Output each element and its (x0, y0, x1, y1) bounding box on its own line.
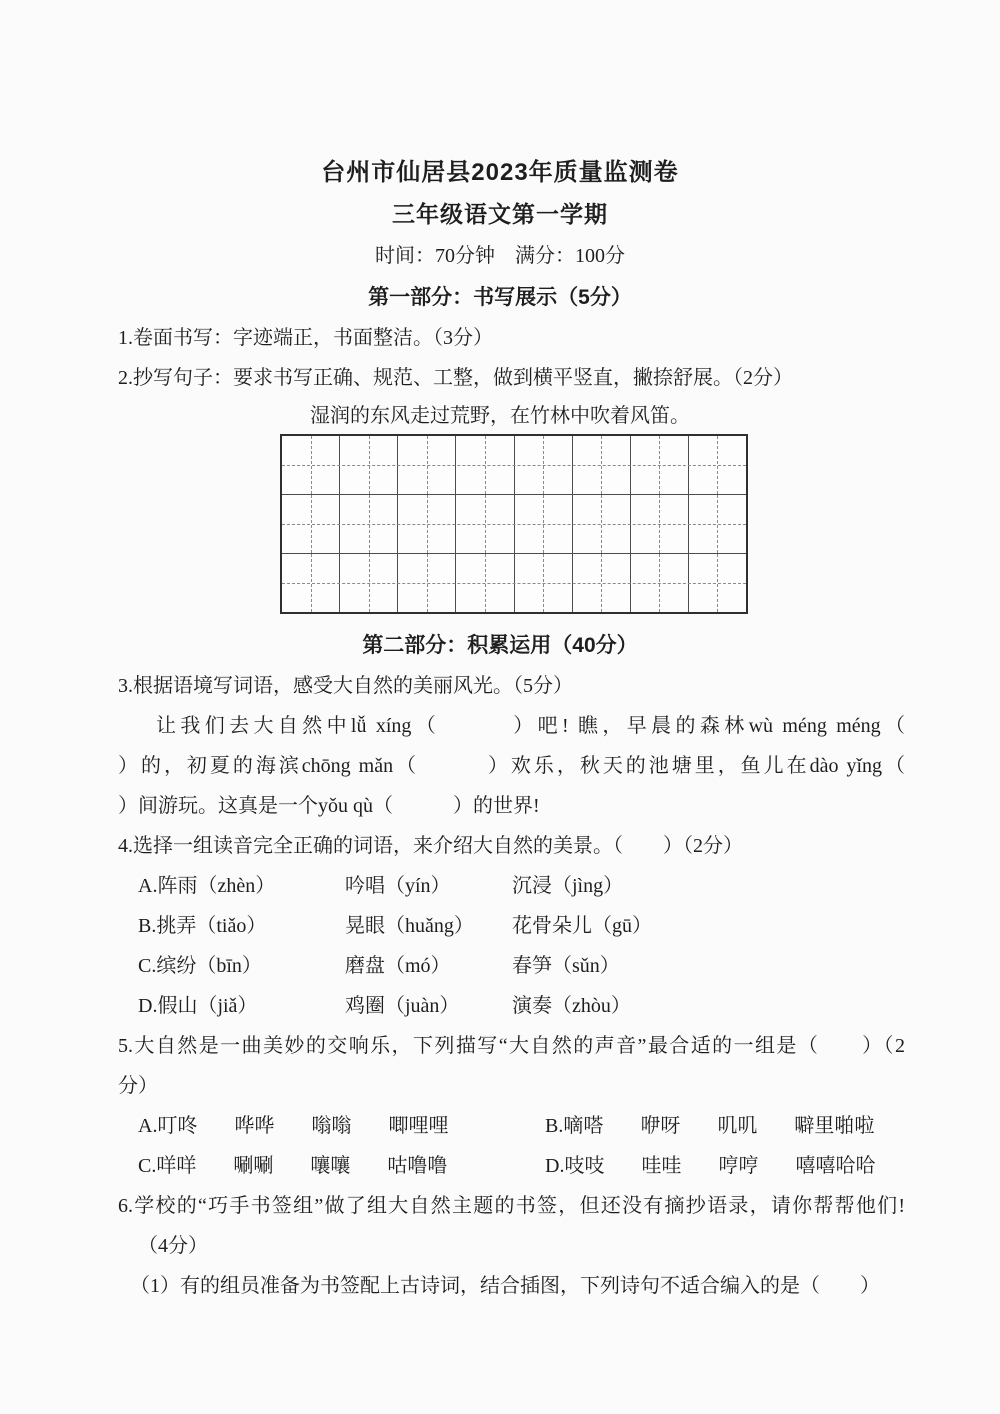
q5-d-word-1: D.吱吱 (545, 1155, 605, 1177)
q4-option-d-word-3: 演奏（zhòu） (512, 995, 631, 1017)
q4-option-a-word-3: 沉浸（jìng） (512, 875, 624, 897)
grid-cell (282, 436, 340, 494)
question-4-option-row-d (138, 986, 905, 1026)
grid-cell (573, 554, 631, 612)
exam-subtitle: 三年级语文第一学期 (392, 201, 608, 227)
q5-c-word-3: 嚷嚷 (310, 1155, 351, 1177)
copy-sentence: 湿润的东风走过荒野，在竹林中吹着风笛。 (310, 405, 690, 427)
question-3-line-1: 让我们去大自然中lǚ xíng（ ）吧! 瞧，早晨的森林wù méng méng（ (156, 715, 905, 737)
q4-option-c-word-1: C.缤纷（bīn） (138, 955, 262, 977)
q5-b-word-1: B.嘀嗒 (545, 1115, 604, 1137)
q5-c-word-4: 咕噜噜 (387, 1155, 448, 1177)
question-5-option-row-2 (138, 1146, 940, 1186)
grid-cell (689, 554, 746, 612)
q5-option-d-group (545, 1146, 940, 1186)
question-5-stem-line-1: 5.大自然是一曲美妙的交响乐，下列描写“大自然的声音”最合适的一组是（ ）（2 (118, 1035, 905, 1057)
q4-option-c-word-3: 春笋（sǔn） (512, 955, 620, 977)
grid-cell (340, 436, 398, 494)
grid-cell (282, 554, 340, 612)
grid-cell (456, 554, 514, 612)
grid-row (282, 495, 746, 554)
q5-a-word-2: 哗哗 (234, 1115, 275, 1137)
q5-option-a-group (138, 1106, 545, 1146)
q4-option-a-word-1: A.阵雨（zhèn） (138, 875, 276, 897)
grid-cell (573, 436, 631, 494)
writing-grid (280, 434, 748, 614)
q5-a-word-3: 嗡嗡 (311, 1115, 352, 1137)
q4-option-b-word-2: 晃眼（huǎng） (345, 915, 474, 937)
grid-cell (456, 436, 514, 494)
grid-cell (515, 554, 573, 612)
grid-cell (515, 495, 573, 553)
grid-cell (515, 436, 573, 494)
question-4-option-row-a (138, 866, 905, 906)
grid-cell (456, 495, 514, 553)
q5-b-word-3: 叽叽 (717, 1115, 758, 1137)
question-6-sub-1: （1）有的组员准备为书签配上古诗词，结合插图，下列诗句不适合编入的是（ ） (130, 1275, 880, 1297)
q4-option-b-word-1: B.挑弄（tiǎo） (138, 915, 267, 937)
grid-cell (340, 495, 398, 553)
q5-a-word-1: A.叮咚 (138, 1115, 198, 1137)
grid-cell (689, 495, 746, 553)
q5-c-word-2: 唰唰 (233, 1155, 274, 1177)
grid-row (282, 436, 746, 495)
grid-row (282, 554, 746, 612)
question-3-stem: 3.根据语境写词语，感受大自然的美丽风光。（5分） (118, 675, 573, 697)
grid-cell (631, 495, 689, 553)
q4-option-b-word-3: 花骨朵儿（gū） (512, 915, 652, 937)
q5-d-word-3: 哼哼 (718, 1155, 759, 1177)
question-5-option-row-1 (138, 1106, 940, 1146)
q5-option-c-group (138, 1146, 545, 1186)
q5-d-word-2: 哇哇 (641, 1155, 682, 1177)
q4-option-c-word-2: 磨盘（mó） (345, 955, 451, 977)
q5-a-word-4: 唧哩哩 (388, 1115, 449, 1137)
grid-cell (340, 554, 398, 612)
grid-cell (631, 554, 689, 612)
question-3-line-3: ）间游玩。这真是一个yǒu qù（ ）的世界! (118, 795, 540, 817)
exam-meta-line: 时间：70分钟 满分：100分 (375, 245, 625, 267)
exam-title: 台州市仙居县2023年质量监测卷 (321, 159, 679, 186)
q4-option-d-word-1: D.假山（jiǎ） (138, 995, 258, 1017)
grid-cell (631, 436, 689, 494)
grid-cell (398, 436, 456, 494)
q5-d-word-4: 嘻嘻哈哈 (795, 1155, 876, 1177)
q4-option-d-word-2: 鸡圈（juàn） (345, 995, 460, 1017)
grid-cell (573, 495, 631, 553)
question-4-option-row-c (138, 946, 905, 986)
question-6-points: （4分） (138, 1235, 208, 1257)
question-3-line-2: ）的，初夏的海滨chōng mǎn（ ）欢乐，秋天的池塘里，鱼儿在dào yǐng（ (118, 755, 905, 777)
question-4-option-row-b (138, 906, 905, 946)
q5-b-word-4: 噼里啪啦 (794, 1115, 875, 1137)
section-1-heading: 第一部分：书写展示（5分） (368, 286, 632, 309)
q5-b-word-2: 咿呀 (640, 1115, 681, 1137)
grid-cell (689, 436, 746, 494)
q5-option-b-group (545, 1106, 940, 1146)
grid-cell (398, 554, 456, 612)
q5-c-word-1: C.咩咩 (138, 1155, 197, 1177)
question-6-stem: 6.学校的“巧手书签组”做了组大自然主题的书签，但还没有摘抄语录，请你帮帮他们! (118, 1195, 905, 1217)
grid-cell (282, 495, 340, 553)
grid-cell (398, 495, 456, 553)
section-2-heading: 第二部分：积累运用（40分） (362, 634, 638, 657)
question-2: 2.抄写句子：要求书写正确、规范、工整，做到横平竖直，撇捺舒展。（2分） (118, 367, 793, 389)
q4-option-a-word-2: 吟唱（yín） (345, 875, 451, 897)
question-5-stem-line-2: 分） (118, 1075, 158, 1097)
question-4-stem: 4.选择一组读音完全正确的词语，来介绍大自然的美景。（ ）（2分） (118, 835, 743, 857)
question-1: 1.卷面书写：字迹端正，书面整洁。（3分） (118, 327, 493, 349)
